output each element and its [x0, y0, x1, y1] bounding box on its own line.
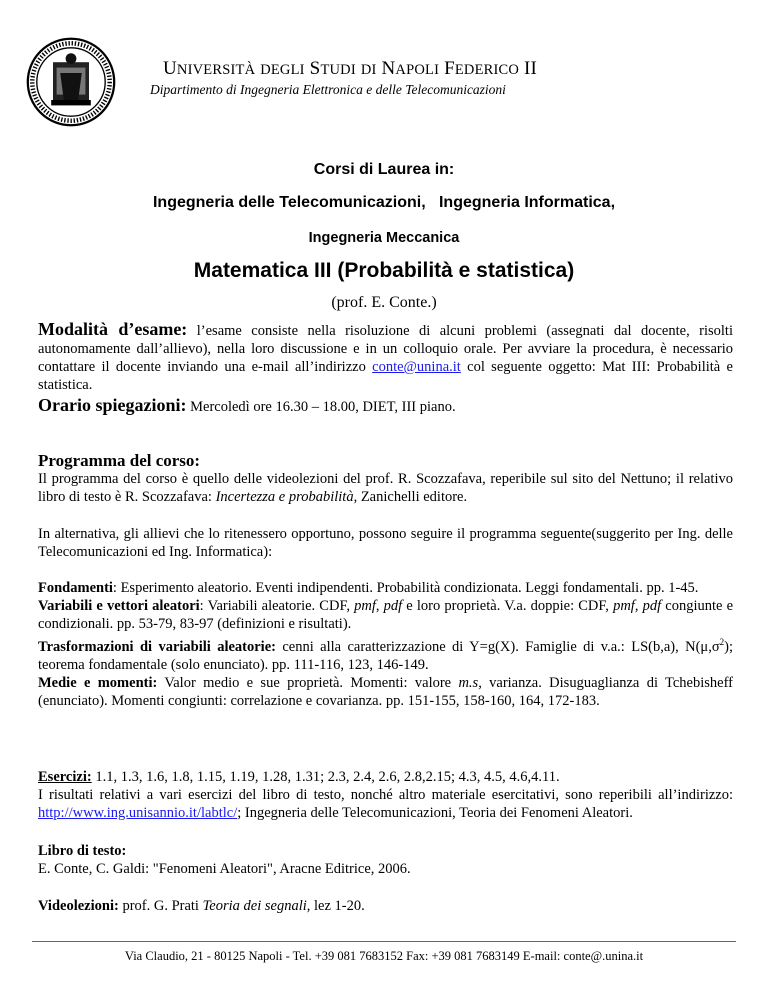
exercises-section [38, 768, 733, 822]
program-paragraph-2: In alternativa, gli allievi che lo ritenessero opportuno, possono seguire il programma seguente(suggerito per Ing. delle Telecomunicazioni ed Ing. Informatica): [38, 526, 733, 560]
program-topics [38, 579, 733, 710]
topic-trasformazioni: Trasformazioni di variabili aleatorie: cenni alla caratterizzazione di Y=g(X). Famiglie di v.a.: LS(b,a), $N(\mu,\sigma^2)$; teorema fondamentale (solo enunciato). pp. 111-116, 123, 146-149. [38, 637, 733, 673]
videos-label: Videolezioni: [38, 898, 119, 914]
courses-line-2: Ingegneria Meccanica [308, 230, 460, 246]
topic-variabili: Variabili e vettori aleatori: Variabili aleatorie. CDF, pmf, pdf e loro proprietà. V.a. doppie: CDF, pmf, pdf congiunte e condizionali. pp. 53-79, 83-97 (definizioni e risultati). [38, 598, 734, 632]
program-heading-block [38, 452, 733, 506]
university-seal-icon [26, 37, 116, 127]
footer-divider [32, 941, 736, 942]
exercises-list: Esercizi: 1.1, 1.3, 1.6, 1.8, 1.15, 1.19, 1.28, 1.31; 2.3, 2.4, 2.6, 2.8,2.15; 4.3, 4.5, 4.6,4.11. [38, 769, 560, 785]
program-paragraph-1: Il programma del corso è quello delle videolezioni del prof. R. Scozzafava, reperibile sul sito del Nettuno; il relativo libro di testo è R. Scozzafava: Incertezza e probabilità, Zanichelli editore. [38, 471, 733, 505]
exercises-resources: I risultati relativi a vari esercizi del libro di testo, nonché altro materiale esercitativi, sono reperibili all’indirizzo: http://www.ing.unisannio.it/labtlc/; Ingegneria delle Telecomunicazioni, Teoria dei Fenomeni Aleatori. [38, 787, 733, 821]
textbook-label: Libro di testo: [38, 843, 127, 859]
university-name: UNIVERSITÀ DEGLI STUDI DI NAPOLI FEDERICO II [163, 58, 538, 79]
professor-name: (prof. E. Conte.) [331, 294, 437, 311]
program-heading: Programma del corso: [38, 451, 201, 470]
topic-fondamenti: Fondamenti: Esperimento aleatorio. Eventi indipendenti. Probabilità condizionata. Leggi fondamentali. pp. 1-45. [38, 580, 699, 596]
exam-email-link[interactable]: conte@unina.it [372, 359, 461, 375]
exam-text-1: l’esame consiste nella risoluzione di alcuni problemi (assegnati dal docente, risolti autonomamente dall’allievo), nella loro discussione e in un colloquio orale. Per avviare la procedura, è necessario contattare il docente inviando una e-mail all’indirizzo [38, 323, 733, 375]
exam-label: Modalità d’esame: [38, 319, 188, 339]
footer-address: Via Claudio, 21 - 80125 Napoli - Tel. +39 081 7683152 Fax: +39 081 7683149 E-mail: conte@.unina.it [124, 949, 644, 963]
schedule-label: Orario spiegazioni: [38, 395, 187, 415]
courses-heading: Corsi di Laurea in: [313, 161, 455, 178]
schedule-section [38, 396, 733, 416]
courses-line-1: Ingegneria delle Telecomunicazioni, Ingegneria Informatica, [152, 194, 616, 211]
textbook-text: E. Conte, C. Galdi: "Fenomeni Aleatori", Aracne Editrice, 2006. [38, 861, 411, 877]
textbook-section [38, 842, 733, 878]
subject-title: Matematica III (Probabilità e statistica) [193, 259, 575, 282]
department-name: Dipartimento di Ingegneria Elettronica e delle Telecomunicazioni [150, 82, 506, 97]
labtlc-link[interactable]: http://www.ing.unisannio.it/labtlc/ [38, 805, 238, 821]
exam-text-2: col seguente oggetto: Mat III: Probabilità e statistica. [38, 359, 733, 393]
videos-section: Videolezioni: prof. G. Prati Teoria dei segnali, lez 1-20. [38, 898, 365, 914]
schedule-text: Mercoledì ore 16.30 – 18.00, DIET, III piano. [186, 399, 456, 415]
exam-section [38, 320, 733, 394]
topic-medie: Medie e momenti: Valor medio e sue proprietà. Momenti: valore m.s, varianza. Disuguaglianza di Tchebisheff (enunciato). Momenti congiunti: correlazione e covarianza. pp. 151-155, 158-160, 164, 172-183. [38, 674, 733, 709]
